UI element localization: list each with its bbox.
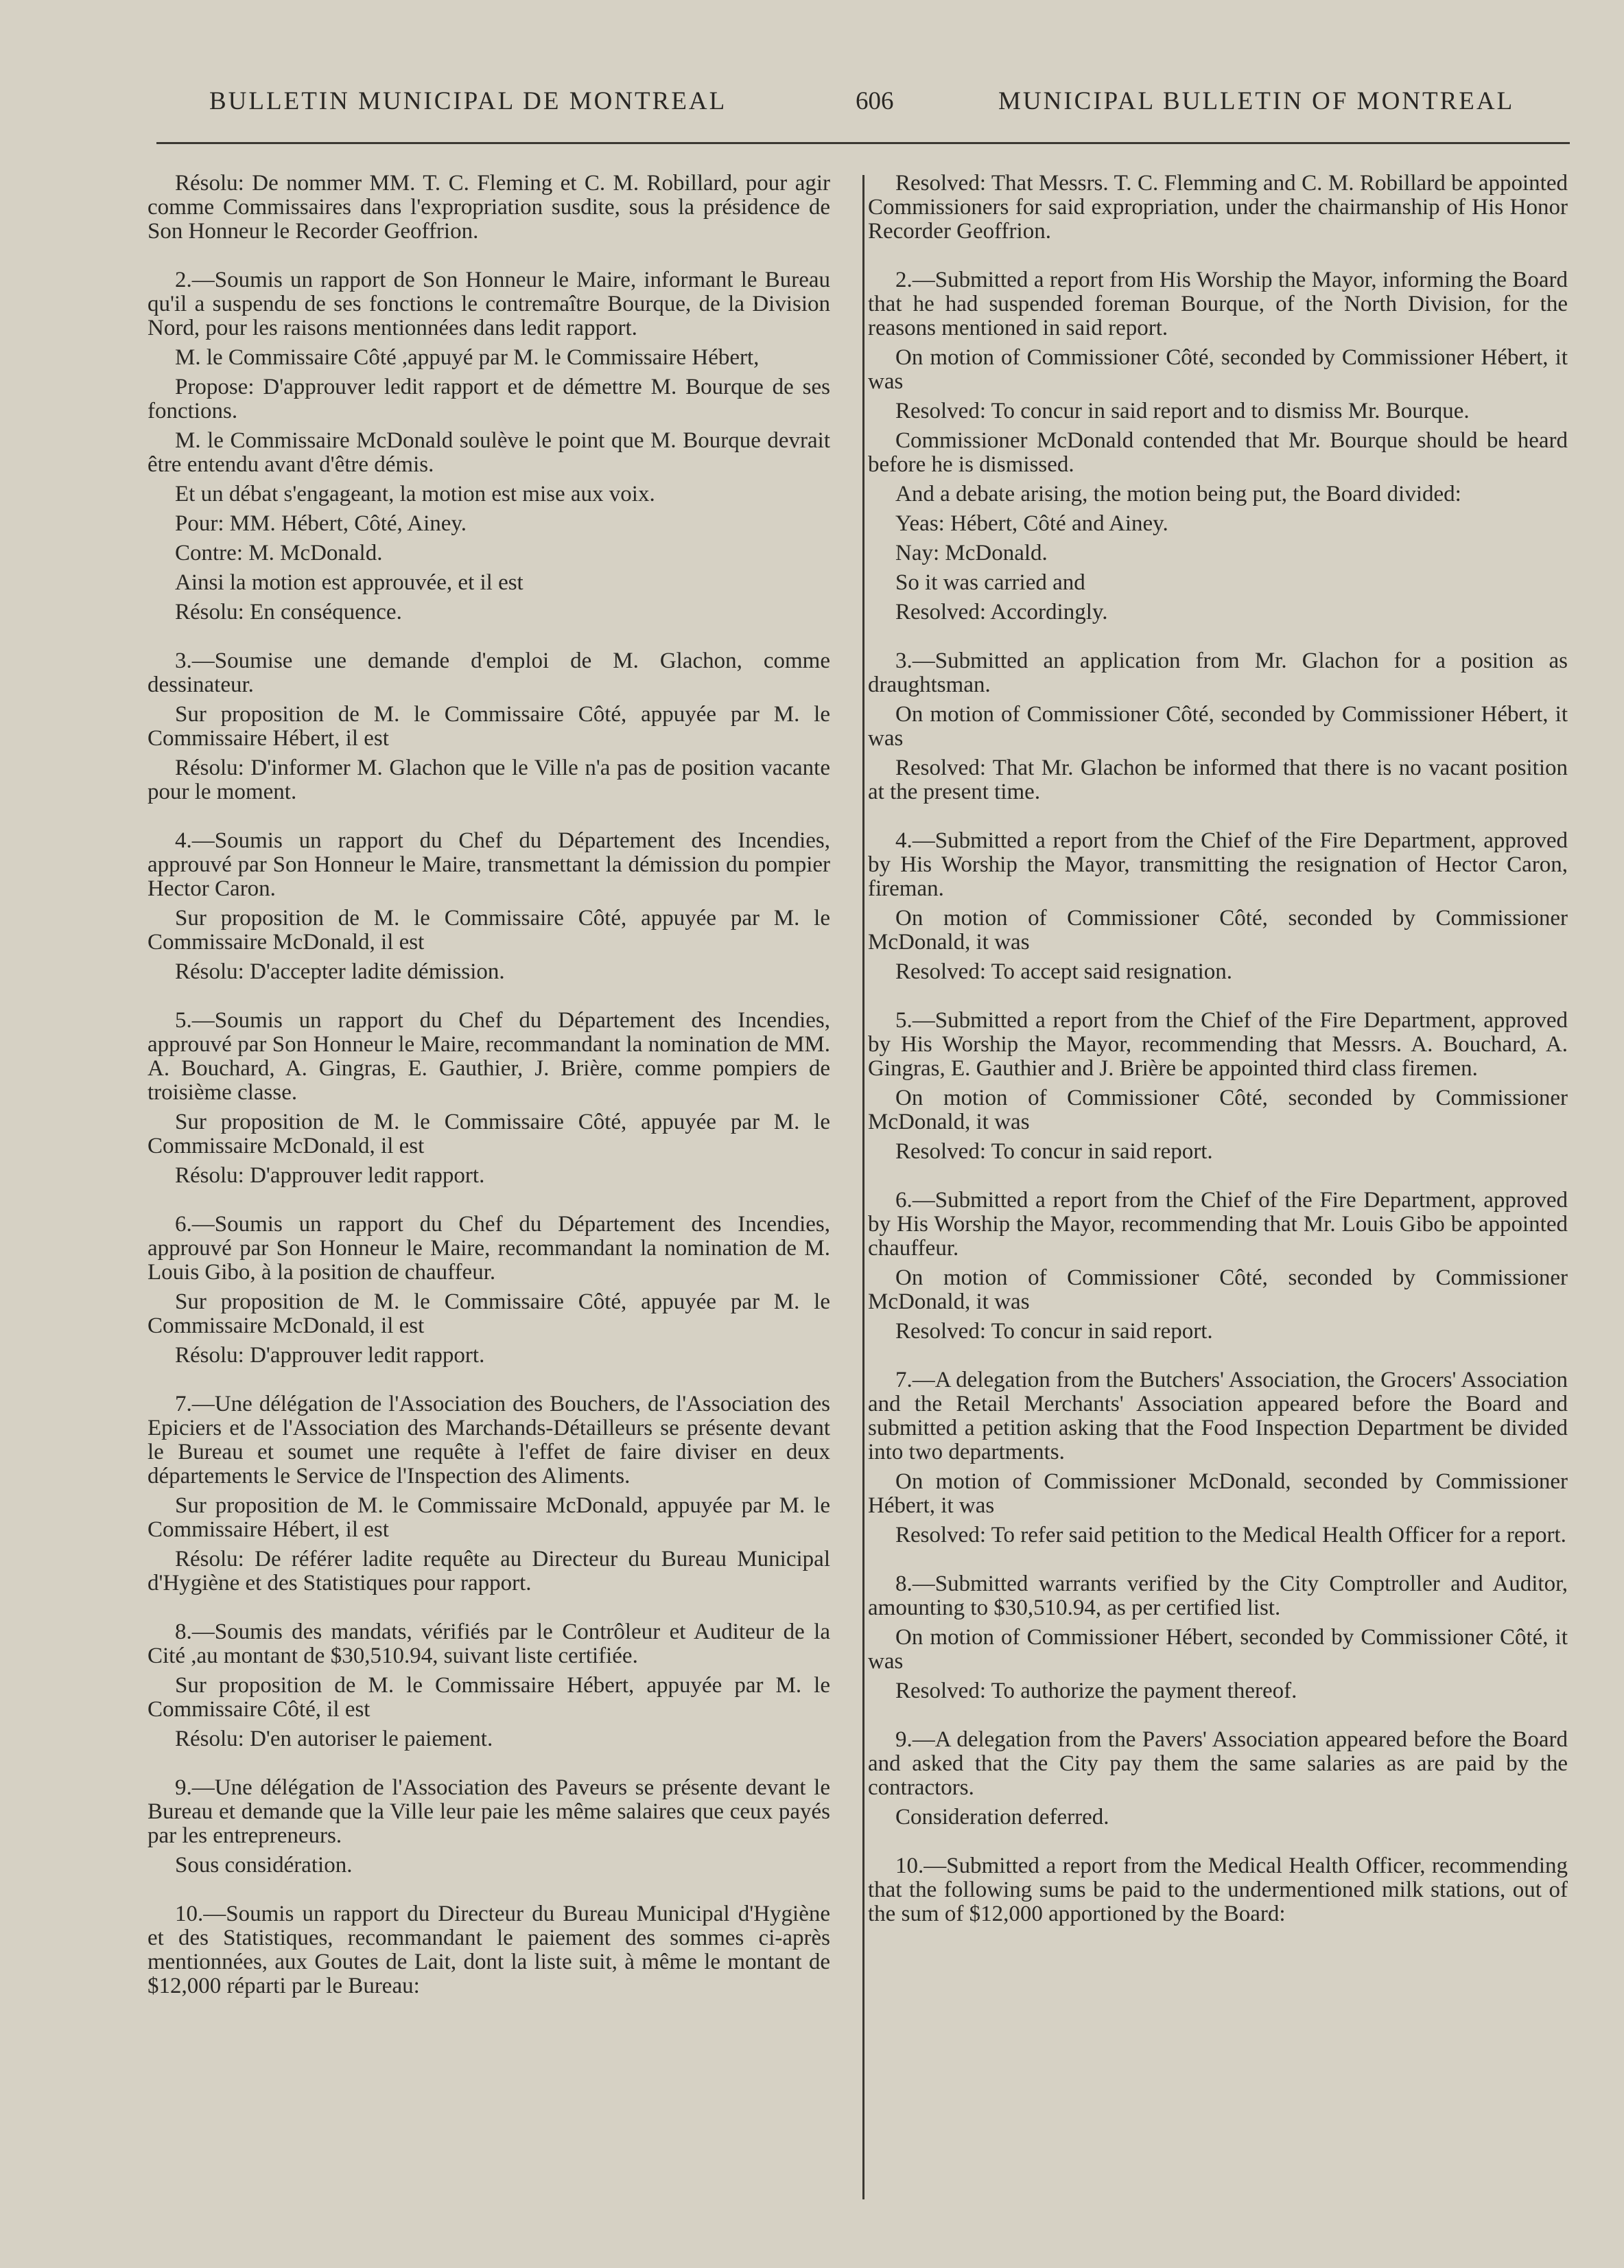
paragraph: 4.—Submitted a report from the Chief of the Fire Department, approved by His Worship the Mayor, transmitting the resignation of Hector Caron, fireman. [868,828,1568,901]
header-title-fr: BULLETIN MUNICIPAL DE MONTREAL [209,87,727,115]
paragraph: 6.—Submitted a report from the Chief of the Fire Department, approved by His Worship the Mayor, recommending that Mr. Louis Gibo be appointed chauffeur. [868,1188,1568,1261]
paragraph: 4.—Soumis un rapport du Chef du Département des Incendies, approuvé par Son Honneur le Maire, transmettant la démission du pompier Hector Caron. [148,828,830,901]
paragraph: And a debate arising, the motion being put, the Board divided: [895,482,1461,506]
paragraph: Resolved: To concur in said report and to dismiss Mr. Bourque. [895,399,1470,423]
column-divider [862,175,864,2199]
paragraph: Resolved: To concur in said report. [895,1139,1213,1164]
paragraph: Sur proposition de M. le Commissaire Hébert, appuyée par M. le Commissaire Côté, il est [148,1673,830,1722]
paragraph: Sous considération. [175,1853,353,1878]
paragraph: Resolved: To refer said petition to the Medical Health Officer for a report. [895,1523,1566,1547]
paragraph: Consideration deferred. [895,1805,1109,1829]
paragraph: 5.—Submitted a report from the Chief of the Fire Department, approved by His Worship the Mayor, recommending that Messrs. A. Bouchard, A. Gingras, E. Gauthier and J. Brière be appointed third class firemen. [868,1008,1568,1081]
paragraph: Résolu: D'en autoriser le paiement. [175,1727,493,1751]
paragraph: Résolu: D'approuver ledit rapport. [175,1343,485,1368]
paragraph: M. le Commissaire Côté ,appuyé par M. le Commissaire Hébert, [175,345,760,370]
paragraph: 8.—Soumis des mandats, vérifiés par le Contrôleur et Auditeur de la Cité ,au montant de $30,510.94, suivant liste certifiée. [148,1620,830,1668]
paragraph: Ainsi la motion est approuvée, et il est [175,570,523,595]
paragraph: Résolu: En conséquence. [175,600,402,624]
paragraph: 5.—Soumis un rapport du Chef du Département des Incendies, approuvé par Son Honneur le Maire, recommandant la nomination de MM. A. Bouchard, A. Gingras, E. Gauthier, J. Brière, comme pompiers de troisième classe. [148,1008,830,1105]
paragraph: Yeas: Hébert, Côté and Ainey. [895,511,1168,536]
paragraph: 7.—Une délégation de l'Association des Bouchers, de l'Association des Epiciers et de l'Association des Marchands-Détailleurs se présente devant le Bureau et soumet une requête à l'effet de faire diviser en deux départements le Service de l'Inspection des Aliments. [148,1392,830,1488]
paragraph: Résolu: D'accepter ladite démission. [175,959,505,984]
header-rule [156,142,1570,144]
paragraph: Nay: McDonald. [895,541,1048,565]
paragraph: 10.—Soumis un rapport du Directeur du Bureau Municipal d'Hygiène et des Statistiques, recommandant le paiement des sommes ci-après mentionnées, aux Goutes de Lait, dont la liste suit, à même le montant de $12,000 réparti par le Bureau: [148,1902,830,1998]
paragraph: 6.—Soumis un rapport du Chef du Département des Incendies, approuvé par Son Honneur le Maire, recommandant la nomination de M. Louis Gibo, à la position de chauffeur. [148,1212,830,1285]
page-number: 606 [856,87,894,115]
paragraph: 3.—Soumise une demande d'emploi de M. Glachon, comme dessinateur. [148,648,830,697]
paragraph: 8.—Submitted warrants verified by the City Comptroller and Auditor, amounting to $30,510.94, as per certified list. [868,1571,1568,1620]
paragraph: Et un débat s'engageant, la motion est mise aux voix. [175,482,655,506]
page-header [0,86,1624,128]
paragraph: Sur proposition de M. le Commissaire McDonald, appuyée par M. le Commissaire Hébert, il est [148,1493,830,1542]
paragraph: Sur proposition de M. le Commissaire Côté, appuyée par M. le Commissaire Hébert, il est [148,702,830,751]
paragraph: 3.—Submitted an application from Mr. Glachon for a position as draughtsman. [868,648,1568,697]
paragraph: Resolved: That Messrs. T. C. Flemming and C. M. Robillard be appointed Commissioners for said expropriation, under the chairmanship of His Honor Recorder Geoffrion. [868,171,1568,244]
paragraph: Résolu: D'informer M. Glachon que le Ville n'a pas de position vacante pour le moment. [148,756,830,804]
paragraph: Propose: D'approuver ledit rapport et de démettre M. Bourque de ses fonctions. [148,375,830,423]
paragraph: On motion of Commissioner Côté, seconded by Commissioner Hébert, it was [868,702,1568,751]
paragraph: Résolu: D'approuver ledit rapport. [175,1163,485,1188]
paragraph: M. le Commissaire McDonald soulève le point que M. Bourque devrait être entendu avant d'être démis. [148,428,830,477]
paragraph: Résolu: De référer ladite requête au Directeur du Bureau Municipal d'Hygiène et des Statistiques pour rapport. [148,1547,830,1595]
paragraph: 10.—Submitted a report from the Medical Health Officer, recommending that the following sums be paid to the undermentioned milk stations, out of the sum of $12,000 apportioned by the Board: [868,1854,1568,1926]
paragraph: Sur proposition de M. le Commissaire Côté, appuyée par M. le Commissaire McDonald, il est [148,906,830,955]
paragraph: 9.—A delegation from the Pavers' Association appeared before the Board and asked that the City pay them the same salaries as are paid by the contractors. [868,1727,1568,1800]
paragraph: 9.—Une délégation de l'Association des Paveurs se présente devant le Bureau et demande que la Ville leur paie les même salaires que ceux payés par les entrepreneurs. [148,1775,830,1848]
paragraph: Sur proposition de M. le Commissaire Côté, appuyée par M. le Commissaire McDonald, il est [148,1289,830,1338]
paragraph: Resolved: That Mr. Glachon be informed that there is no vacant position at the present time. [868,756,1568,804]
paragraph: On motion of Commissioner Côté, seconded by Commissioner McDonald, it was [868,1086,1568,1134]
paragraph: On motion of Commissioner Hébert, seconded by Commissioner Côté, it was [868,1625,1568,1674]
paragraph: Contre: M. McDonald. [175,541,383,565]
paragraph: Resolved: To concur in said report. [895,1319,1213,1344]
paragraph: On motion of Commissioner Côté, seconded by Commissioner Hébert, it was [868,345,1568,394]
paragraph: Commissioner McDonald contended that Mr. Bourque should be heard before he is dismissed. [868,428,1568,477]
paragraph: Resolved: To authorize the payment thereof. [895,1679,1297,1703]
paragraph: 7.—A delegation from the Butchers' Association, the Grocers' Association and the Retail Merchants' Association appeared before the Board and submitted a petition asking that the Food Inspection Department be divided into two departments. [868,1368,1568,1464]
english-column [868,172,1568,1926]
header-title-en: MUNICIPAL BULLETIN OF MONTREAL [998,87,1515,115]
paragraph: Pour: MM. Hébert, Côté, Ainey. [175,511,467,536]
paragraph: Resolved: Accordingly. [895,600,1108,624]
paragraph: Resolved: To accept said resignation. [895,959,1233,984]
paragraph: On motion of Commissioner Côté, seconded by Commissioner McDonald, it was [868,906,1568,955]
paragraph: Sur proposition de M. le Commissaire Côté, appuyée par M. le Commissaire McDonald, il est [148,1110,830,1158]
paragraph: Résolu: De nommer MM. T. C. Fleming et C. M. Robillard, pour agir comme Commissaires dans l'expropriation susdite, sous la présidence de Son Honneur le Recorder Geoffrion. [148,171,830,244]
paragraph: So it was carried and [895,570,1085,595]
paragraph: On motion of Commissioner Côté, seconded by Commissioner McDonald, it was [868,1265,1568,1314]
french-column [148,172,830,1998]
paragraph: On motion of Commissioner McDonald, seconded by Commissioner Hébert, it was [868,1469,1568,1518]
paragraph: 2.—Soumis un rapport de Son Honneur le Maire, informant le Bureau qu'il a suspendu de ses fonctions le contremaître Bourque, de la Division Nord, pour les raisons mentionnées dans ledit rapport. [148,268,830,340]
paragraph: 2.—Submitted a report from His Worship the Mayor, informing the Board that he had suspended foreman Bourque, of the North Division, for the reasons mentioned in said report. [868,268,1568,340]
